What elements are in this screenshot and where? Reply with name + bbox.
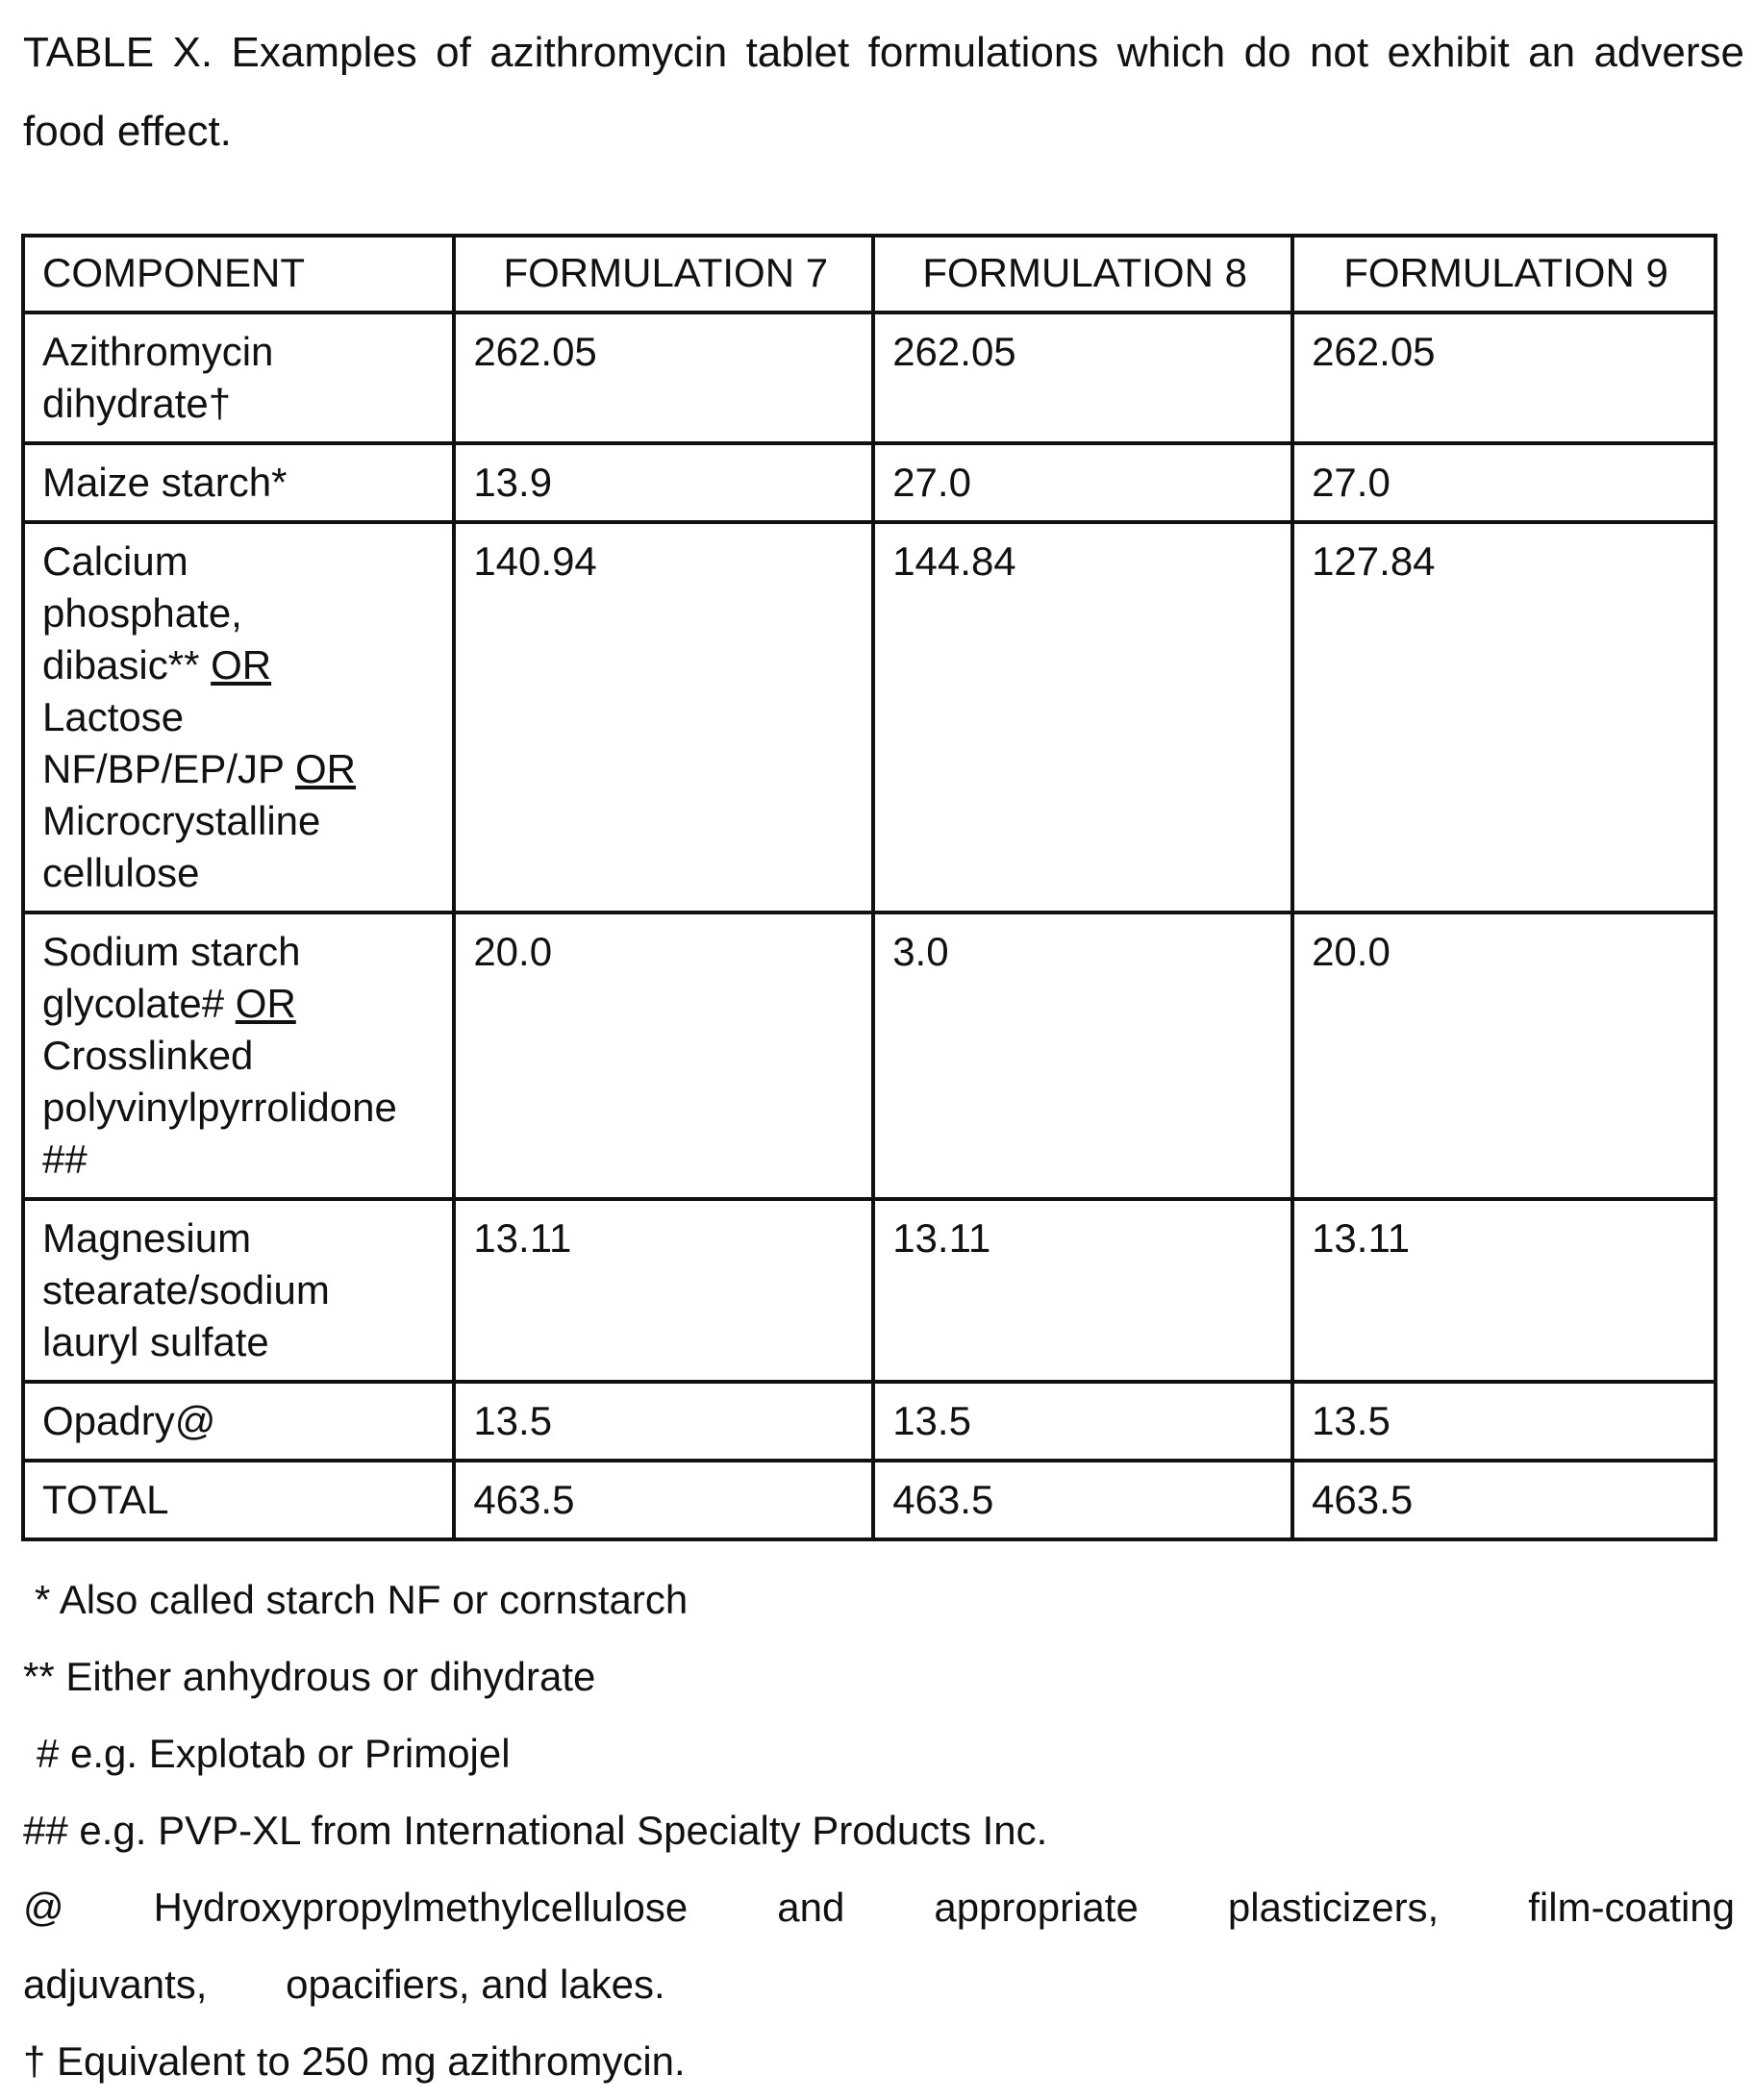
value-cell: 3.0 <box>875 914 1294 1201</box>
column-header-formulation-9: FORMULATION 9 <box>1294 238 1714 314</box>
table-row <box>25 445 1714 524</box>
or-text: OR <box>211 642 272 688</box>
value-cell: 27.0 <box>1294 445 1714 524</box>
component-line: Sodium starch <box>42 929 301 974</box>
component-cell <box>25 914 456 1201</box>
value-cell: 13.5 <box>875 1384 1294 1462</box>
value-cell: 20.0 <box>1294 914 1714 1201</box>
column-header-component: COMPONENT <box>25 238 456 314</box>
value-cell: 140.94 <box>456 524 875 914</box>
footnote: @ Hydroxypropylmethylcellulose and appropriate plasticizers, film-coating <box>23 1885 1735 1930</box>
footnote: † Equivalent to 250 mg azithromycin. <box>23 2038 686 2084</box>
value-cell: 262.05 <box>456 314 875 445</box>
column-header-formulation-8: FORMULATION 8 <box>875 238 1294 314</box>
value-cell: 262.05 <box>1294 314 1714 445</box>
table-row <box>25 314 1714 445</box>
component-line: glycolate# <box>42 981 236 1026</box>
value-cell: 144.84 <box>875 524 1294 914</box>
footnote: * Also called starch NF or cornstarch <box>35 1577 689 1622</box>
table-header-row <box>25 238 1714 314</box>
column-header-formulation-7: FORMULATION 7 <box>456 238 875 314</box>
table-row-total <box>25 1462 1714 1538</box>
table-row <box>25 914 1714 1201</box>
component-line: Magnesium <box>42 1215 252 1261</box>
component-line: Lactose <box>42 694 185 739</box>
footnote: ** Either anhydrous or dihydrate <box>23 1654 596 1699</box>
value-cell: 13.11 <box>875 1201 1294 1384</box>
value-cell: 13.11 <box>456 1201 875 1384</box>
value-cell: 27.0 <box>875 445 1294 524</box>
value-cell: 127.84 <box>1294 524 1714 914</box>
component-line: NF/BP/EP/JP <box>42 746 295 791</box>
footnotes <box>23 1562 1744 2100</box>
or-text: OR <box>294 746 356 791</box>
footnote: # e.g. Explotab or Primojel <box>37 1731 511 1776</box>
component-line: Crosslinked <box>42 1033 254 1078</box>
formulation-table <box>21 234 1717 1541</box>
footnote: ## e.g. PVP-XL from International Specialty Products Inc. <box>23 1808 1048 1853</box>
value-cell: 463.5 <box>1312 1477 1414 1522</box>
component-line: Microcrystalline <box>42 798 321 843</box>
footnote-continuation: adjuvants, opacifiers, and lakes. <box>23 1962 665 2007</box>
or-text: OR <box>235 981 296 1026</box>
component-line: cellulose <box>42 850 200 895</box>
component-cell <box>25 524 456 914</box>
table-row <box>25 1201 1714 1384</box>
component-line: dihydrate† <box>42 381 232 426</box>
component-line: Maize starch* <box>42 460 288 505</box>
table-caption: TABLE X. Examples of azithromycin tablet formulations which do not exhibit an adverse food effect. <box>23 29 1744 155</box>
value-cell: 13.5 <box>456 1384 875 1462</box>
component-line: dibasic** <box>42 642 212 688</box>
table-row <box>25 1384 1714 1462</box>
component-line: polyvinylpyrrolidone <box>42 1085 397 1130</box>
component-cell <box>25 1201 456 1384</box>
component-line: Azithromycin <box>42 329 274 374</box>
component-cell <box>25 1462 456 1538</box>
component-line: Calcium <box>42 538 188 584</box>
value-cell: 13.11 <box>1294 1201 1714 1384</box>
value-cell: 13.9 <box>456 445 875 524</box>
component-cell <box>25 445 456 524</box>
component-cell <box>25 1384 456 1462</box>
value-cell: 463.5 <box>456 1462 875 1538</box>
component-line: TOTAL <box>42 1477 169 1522</box>
component-cell <box>25 314 456 445</box>
value-cell: 13.5 <box>1294 1384 1714 1462</box>
component-line: ## <box>42 1137 88 1182</box>
value-cell: 463.5 <box>875 1462 1294 1538</box>
component-line: stearate/sodium <box>42 1267 330 1312</box>
table-row <box>25 524 1714 914</box>
component-line: phosphate, <box>42 590 242 636</box>
value-cell: 20.0 <box>456 914 875 1201</box>
component-line: Opadry@ <box>42 1398 216 1443</box>
value-cell: 262.05 <box>875 314 1294 445</box>
component-line: lauryl sulfate <box>42 1319 269 1364</box>
